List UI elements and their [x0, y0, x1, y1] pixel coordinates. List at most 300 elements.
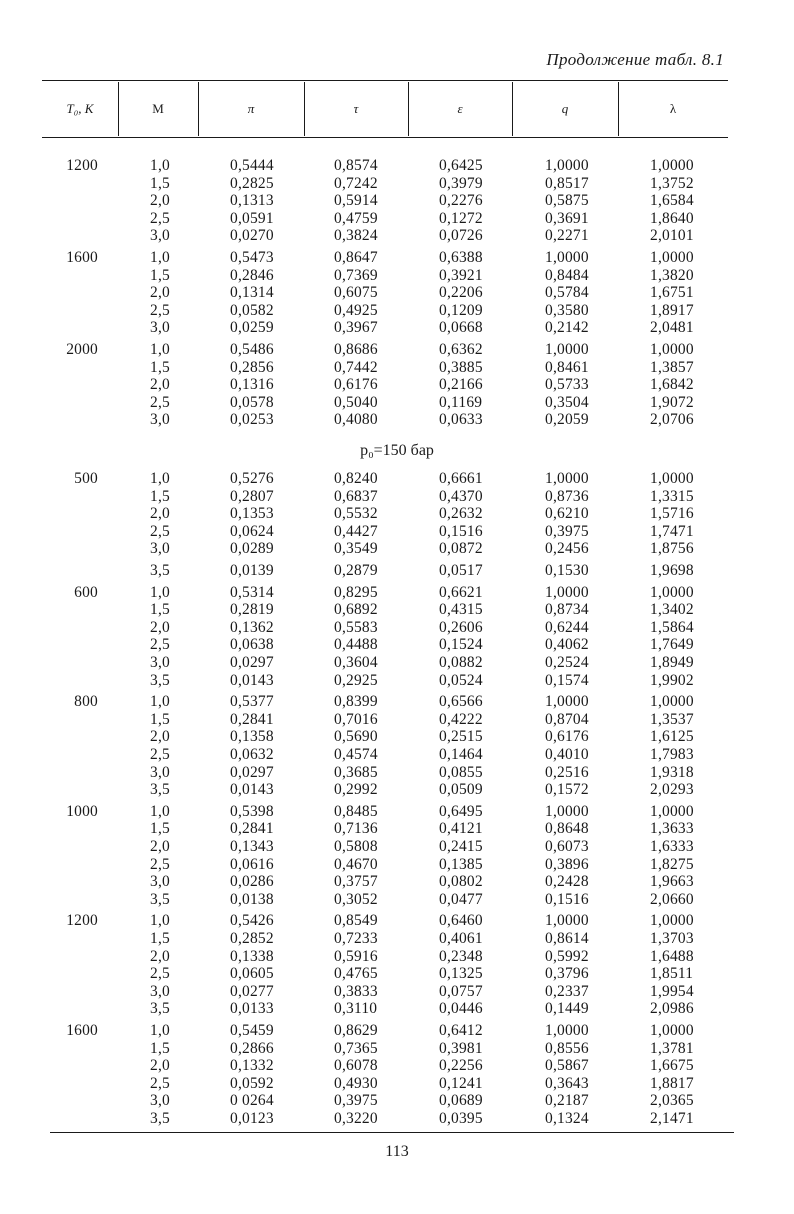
- column-header-m: M: [152, 101, 164, 116]
- cell-m: 2,0: [150, 505, 170, 523]
- cell-q: 0,6073: [545, 838, 589, 855]
- cell-lambda: 1,9663: [650, 873, 694, 891]
- cell-lambda: 1,8275: [650, 855, 694, 873]
- cell-tau: 0,6892: [334, 601, 378, 619]
- cell-lambda: 1,6125: [650, 728, 694, 746]
- cell-tau: 0,2992: [334, 781, 378, 799]
- cell-pi: 0,0578: [230, 393, 274, 411]
- cell-lambda: 2,0481: [650, 319, 694, 337]
- cell-tau: 0,4930: [334, 1074, 378, 1092]
- cell-pi: 0,0123: [230, 1110, 274, 1127]
- cell-lambda: 1,0000: [650, 1022, 694, 1039]
- column-header-q: q: [561, 101, 569, 116]
- cell-lambda: 1,3703: [650, 930, 694, 947]
- cell-m: 3,5: [150, 562, 170, 579]
- cell-q: 0,3580: [545, 301, 589, 319]
- cell-lambda: 1,3633: [650, 820, 694, 838]
- cell-eps: 0,2166: [439, 376, 483, 394]
- cell-q: 0,8736: [545, 487, 589, 505]
- cell-lambda: 2,0706: [650, 411, 694, 429]
- cell-m: 3,0: [150, 540, 170, 558]
- page-number: 113: [385, 1143, 409, 1160]
- cell-tau: 0,7242: [334, 174, 378, 192]
- cell-tau: 0,6075: [334, 284, 378, 302]
- cell-t0: 1600: [66, 1022, 98, 1039]
- cell-m: 2,5: [150, 965, 170, 983]
- cell-lambda: 1,7649: [650, 636, 694, 654]
- cell-m: 1,5: [150, 820, 170, 838]
- cell-pi: 0,2825: [230, 174, 274, 192]
- cell-lambda: 1,9318: [650, 763, 694, 781]
- cell-m: 3,0: [150, 763, 170, 781]
- cell-m: 2,0: [150, 284, 170, 302]
- cell-m: 1,0: [150, 249, 170, 266]
- cell-m: 3,0: [150, 411, 170, 429]
- cell-lambda: 1,0000: [650, 157, 694, 174]
- cell-m: 1,0: [150, 912, 170, 930]
- cell-lambda: 1,6333: [650, 838, 694, 855]
- cell-eps: 0,6566: [439, 693, 483, 711]
- cell-lambda: 1,6751: [650, 284, 694, 302]
- header-divider: [118, 82, 119, 136]
- cell-tau: 0,6078: [334, 1057, 378, 1075]
- cell-m: 1,5: [150, 1039, 170, 1057]
- cell-m: 3,0: [150, 982, 170, 1000]
- cell-tau: 0,4925: [334, 301, 378, 319]
- cell-pi: 0,0133: [230, 1000, 274, 1018]
- cell-pi: 0,5459: [230, 1022, 274, 1039]
- cell-pi: 0,2856: [230, 358, 274, 376]
- cell-tau: 0,5808: [334, 838, 378, 855]
- cell-lambda: 1,0000: [650, 802, 694, 820]
- cell-eps: 0,6460: [439, 912, 483, 930]
- cell-q: 0,4062: [545, 636, 589, 654]
- header-divider: [304, 82, 305, 136]
- cell-eps: 0,1241: [439, 1074, 483, 1092]
- cell-lambda: 1,0000: [650, 249, 694, 266]
- cell-pi: 0,2846: [230, 266, 274, 284]
- cell-pi: 0,1332: [230, 1057, 274, 1075]
- cell-tau: 0,7369: [334, 266, 378, 284]
- cell-q: 0,8734: [545, 601, 589, 619]
- cell-pi: 0,0289: [230, 540, 274, 558]
- cell-t0: 1600: [66, 249, 98, 266]
- cell-m: 1,5: [150, 358, 170, 376]
- cell-eps: 0,3981: [439, 1039, 483, 1057]
- cell-lambda: 1,8640: [650, 209, 694, 227]
- cell-q: 1,0000: [545, 470, 589, 487]
- cell-q: 0,5784: [545, 284, 589, 302]
- cell-m: 2,0: [150, 1057, 170, 1075]
- cell-pi: 0,0624: [230, 522, 274, 540]
- cell-q: 0,8517: [545, 174, 589, 192]
- cell-m: 1,0: [150, 157, 170, 174]
- cell-eps: 0,2276: [439, 192, 483, 210]
- cell-tau: 0,7136: [334, 820, 378, 838]
- cell-eps: 0,0509: [439, 781, 483, 799]
- cell-m: 3,5: [150, 671, 170, 689]
- cell-eps: 0,1325: [439, 965, 483, 983]
- cell-lambda: 1,6675: [650, 1057, 694, 1075]
- cell-q: 0,2142: [545, 319, 589, 337]
- cell-tau: 0,3549: [334, 540, 378, 558]
- cell-q: 0,3643: [545, 1074, 589, 1092]
- cell-eps: 0,0524: [439, 671, 483, 689]
- cell-lambda: 2,0293: [650, 781, 694, 799]
- cell-tau: 0,3757: [334, 873, 378, 891]
- cell-lambda: 1,3402: [650, 601, 694, 619]
- cell-lambda: 2,0986: [650, 1000, 694, 1018]
- cell-lambda: 2,0660: [650, 890, 694, 908]
- cell-lambda: 1,6584: [650, 192, 694, 210]
- cell-eps: 0,0726: [439, 227, 483, 245]
- cell-tau: 0,4765: [334, 965, 378, 983]
- column-header-t0: T₀, K: [66, 101, 94, 116]
- cell-tau: 0,8574: [334, 157, 378, 174]
- cell-eps: 0,2415: [439, 838, 483, 855]
- cell-eps: 0,0395: [439, 1110, 483, 1127]
- cell-q: 1,0000: [545, 1022, 589, 1039]
- cell-pi: 0,0277: [230, 982, 274, 1000]
- cell-pi: 0,1338: [230, 947, 274, 965]
- cell-lambda: 2,0365: [650, 1092, 694, 1110]
- cell-tau: 0,4759: [334, 209, 378, 227]
- header-divider: [198, 82, 199, 136]
- cell-eps: 0,6388: [439, 249, 483, 266]
- continuation-caption: Продолжение табл. 8.1: [546, 50, 724, 69]
- cell-eps: 0,6621: [439, 583, 483, 601]
- cell-eps: 0,4315: [439, 601, 483, 619]
- cell-eps: 0,1209: [439, 301, 483, 319]
- subheading-pressure: p₀=150 бар: [360, 442, 434, 459]
- cell-eps: 0,0855: [439, 763, 483, 781]
- cell-m: 1,5: [150, 601, 170, 619]
- cell-pi: 0,2807: [230, 487, 274, 505]
- column-header-eps: ε: [457, 101, 463, 116]
- cell-lambda: 2,0101: [650, 227, 694, 245]
- cell-eps: 0,2515: [439, 728, 483, 746]
- header-divider: [512, 82, 513, 136]
- cell-pi: 0,1353: [230, 505, 274, 523]
- cell-q: 0,2059: [545, 411, 589, 429]
- cell-m: 1,0: [150, 693, 170, 711]
- cell-tau: 0,7016: [334, 710, 378, 728]
- cell-tau: 0,3685: [334, 763, 378, 781]
- cell-eps: 0,2256: [439, 1057, 483, 1075]
- cell-q: 0,5733: [545, 376, 589, 394]
- cell-q: 0,4010: [545, 746, 589, 763]
- cell-tau: 0,3975: [334, 1092, 378, 1110]
- cell-q: 0,2271: [545, 227, 589, 245]
- cell-tau: 0,4427: [334, 522, 378, 540]
- cell-tau: 0,8549: [334, 912, 378, 930]
- cell-lambda: 1,3857: [650, 358, 694, 376]
- cell-m: 2,5: [150, 522, 170, 540]
- cell-pi: 0,0297: [230, 763, 274, 781]
- cell-m: 1,5: [150, 710, 170, 728]
- cell-lambda: 1,3315: [650, 487, 694, 505]
- cell-q: 0,8704: [545, 710, 589, 728]
- cell-pi: 0,1314: [230, 284, 274, 302]
- cell-eps: 0,4370: [439, 487, 483, 505]
- cell-m: 1,0: [150, 583, 170, 601]
- cell-lambda: 1,0000: [650, 583, 694, 601]
- cell-pi: 0,1358: [230, 728, 274, 746]
- cell-pi: 0,5377: [230, 693, 274, 711]
- cell-q: 1,0000: [545, 341, 589, 358]
- cell-q: 1,0000: [545, 583, 589, 601]
- cell-tau: 0,3110: [334, 1000, 378, 1018]
- cell-eps: 0,2632: [439, 505, 483, 523]
- cell-m: 1,5: [150, 930, 170, 947]
- cell-eps: 0,1516: [439, 522, 483, 540]
- cell-q: 0,2524: [545, 654, 589, 671]
- cell-eps: 0,0446: [439, 1000, 483, 1018]
- cell-lambda: 1,9698: [650, 562, 694, 579]
- cell-pi: 0,1362: [230, 618, 274, 636]
- cell-tau: 0,8485: [334, 802, 378, 820]
- cell-q: 0,1574: [545, 671, 589, 689]
- cell-lambda: 1,5864: [650, 618, 694, 636]
- cell-q: 0,8484: [545, 266, 589, 284]
- cell-tau: 0,4670: [334, 855, 378, 873]
- cell-q: 0,8461: [545, 358, 589, 376]
- cell-q: 0,6210: [545, 505, 589, 523]
- cell-tau: 0,6837: [334, 487, 378, 505]
- cell-tau: 0,8295: [334, 583, 378, 601]
- cell-pi: 0,0139: [230, 562, 274, 579]
- cell-tau: 0,4080: [334, 411, 378, 429]
- cell-pi: 0,0591: [230, 209, 274, 227]
- cell-t0: 1200: [66, 157, 98, 174]
- cell-q: 0,3504: [545, 393, 589, 411]
- cell-m: 3,5: [150, 890, 170, 908]
- cell-m: 3,0: [150, 227, 170, 245]
- cell-pi: 0,0259: [230, 319, 274, 337]
- cell-lambda: 1,6488: [650, 947, 694, 965]
- cell-eps: 0,2206: [439, 284, 483, 302]
- cell-eps: 0,3979: [439, 174, 483, 192]
- column-header-lambda: λ: [669, 101, 677, 116]
- cell-pi: 0,5444: [230, 157, 274, 174]
- cell-t0: 2000: [66, 341, 98, 358]
- cell-tau: 0,5914: [334, 192, 378, 210]
- cell-tau: 0,8647: [334, 249, 378, 266]
- cell-pi: 0,0253: [230, 411, 274, 429]
- cell-tau: 0,8686: [334, 341, 378, 358]
- cell-lambda: 1,8917: [650, 301, 694, 319]
- cell-eps: 0,0668: [439, 319, 483, 337]
- cell-lambda: 1,8817: [650, 1074, 694, 1092]
- cell-m: 3,0: [150, 1092, 170, 1110]
- cell-eps: 0,1524: [439, 636, 483, 654]
- cell-pi: 0,0582: [230, 301, 274, 319]
- cell-pi: 0,0638: [230, 636, 274, 654]
- cell-lambda: 1,9072: [650, 393, 694, 411]
- cell-m: 1,0: [150, 470, 170, 487]
- cell-eps: 0,0517: [439, 562, 483, 579]
- cell-eps: 0,1272: [439, 209, 483, 227]
- cell-m: 3,0: [150, 654, 170, 671]
- cell-pi: 0,5473: [230, 249, 274, 266]
- cell-q: 0,2428: [545, 873, 589, 891]
- cell-tau: 0,3833: [334, 982, 378, 1000]
- cell-lambda: 1,8511: [650, 965, 694, 983]
- cell-lambda: 1,3820: [650, 266, 694, 284]
- cell-pi: 0,0592: [230, 1074, 274, 1092]
- cell-q: 0,2187: [545, 1092, 589, 1110]
- cell-m: 2,0: [150, 192, 170, 210]
- cell-pi: 0,0632: [230, 746, 274, 763]
- cell-eps: 0,0633: [439, 411, 483, 429]
- cell-q: 0,1449: [545, 1000, 589, 1018]
- cell-pi: 0,0143: [230, 781, 274, 799]
- cell-lambda: 1,3781: [650, 1039, 694, 1057]
- cell-tau: 0,3824: [334, 227, 378, 245]
- cell-tau: 0,5583: [334, 618, 378, 636]
- cell-eps: 0,6495: [439, 802, 483, 820]
- cell-eps: 0,0882: [439, 654, 483, 671]
- cell-lambda: 1,3752: [650, 174, 694, 192]
- cell-tau: 0,5040: [334, 393, 378, 411]
- cell-q: 0,2337: [545, 982, 589, 1000]
- cell-lambda: 1,0000: [650, 341, 694, 358]
- table-head-rule: [42, 137, 728, 138]
- cell-pi: 0,5398: [230, 802, 274, 820]
- header-divider: [408, 82, 409, 136]
- cell-pi: 0,2852: [230, 930, 274, 947]
- cell-pi: 0,1313: [230, 192, 274, 210]
- cell-eps: 0,6412: [439, 1022, 483, 1039]
- cell-tau: 0,3604: [334, 654, 378, 671]
- cell-eps: 0,4061: [439, 930, 483, 947]
- cell-m: 2,5: [150, 1074, 170, 1092]
- cell-m: 2,0: [150, 838, 170, 855]
- cell-tau: 0,8629: [334, 1022, 378, 1039]
- cell-lambda: 1,0000: [650, 912, 694, 930]
- cell-tau: 0,2879: [334, 562, 378, 579]
- cell-pi: 0,5426: [230, 912, 274, 930]
- cell-q: 1,0000: [545, 157, 589, 174]
- column-header-pi: π: [247, 101, 255, 116]
- cell-q: 0,3691: [545, 209, 589, 227]
- cell-m: 1,0: [150, 341, 170, 358]
- cell-m: 2,5: [150, 636, 170, 654]
- cell-m: 3,5: [150, 1110, 170, 1127]
- cell-lambda: 1,8949: [650, 654, 694, 671]
- header-divider: [618, 82, 619, 136]
- cell-tau: 0,3967: [334, 319, 378, 337]
- cell-eps: 0,6661: [439, 470, 483, 487]
- cell-tau: 0,4488: [334, 636, 378, 654]
- cell-m: 2,0: [150, 947, 170, 965]
- cell-m: 2,5: [150, 746, 170, 763]
- cell-tau: 0,4574: [334, 746, 378, 763]
- cell-q: 0,5867: [545, 1057, 589, 1075]
- cell-q: 1,0000: [545, 249, 589, 266]
- cell-pi: 0,5486: [230, 341, 274, 358]
- cell-q: 0,1572: [545, 781, 589, 799]
- cell-q: 0,3796: [545, 965, 589, 983]
- cell-eps: 0,2606: [439, 618, 483, 636]
- cell-lambda: 1,9902: [650, 671, 694, 689]
- cell-m: 2,5: [150, 301, 170, 319]
- cell-q: 0,5875: [545, 192, 589, 210]
- cell-m: 2,5: [150, 855, 170, 873]
- cell-q: 0,8556: [545, 1039, 589, 1057]
- cell-tau: 0,3052: [334, 890, 378, 908]
- cell-tau: 0,7442: [334, 358, 378, 376]
- cell-m: 3,0: [150, 319, 170, 337]
- cell-q: 0,3975: [545, 522, 589, 540]
- cell-lambda: 1,7471: [650, 522, 694, 540]
- cell-eps: 0,6362: [439, 341, 483, 358]
- cell-pi: 0,2841: [230, 710, 274, 728]
- cell-q: 0,1516: [545, 890, 589, 908]
- table-top-rule: [42, 80, 728, 81]
- cell-pi: 0,2866: [230, 1039, 274, 1057]
- cell-m: 2,0: [150, 728, 170, 746]
- cell-q: 1,0000: [545, 693, 589, 711]
- table-bottom-rule: [50, 1132, 734, 1133]
- cell-m: 2,5: [150, 209, 170, 227]
- cell-t0: 1000: [66, 802, 98, 820]
- cell-pi: 0,0143: [230, 671, 274, 689]
- cell-tau: 0,6176: [334, 376, 378, 394]
- cell-pi: 0,2819: [230, 601, 274, 619]
- cell-pi: 0,0138: [230, 890, 274, 908]
- cell-pi: 0,0270: [230, 227, 274, 245]
- cell-q: 0,8648: [545, 820, 589, 838]
- cell-m: 1,5: [150, 174, 170, 192]
- cell-tau: 0,5532: [334, 505, 378, 523]
- cell-m: 1,5: [150, 266, 170, 284]
- cell-pi: 0,5314: [230, 583, 274, 601]
- cell-m: 3,5: [150, 1000, 170, 1018]
- cell-q: 0,5992: [545, 947, 589, 965]
- cell-m: 2,0: [150, 376, 170, 394]
- cell-m: 1,0: [150, 1022, 170, 1039]
- cell-eps: 0,1464: [439, 746, 483, 763]
- cell-tau: 0,8240: [334, 470, 378, 487]
- cell-q: 0,1530: [545, 562, 589, 579]
- cell-q: 0,8614: [545, 930, 589, 947]
- cell-lambda: 1,0000: [650, 693, 694, 711]
- cell-lambda: 1,9954: [650, 982, 694, 1000]
- cell-eps: 0,1385: [439, 855, 483, 873]
- cell-m: 1,5: [150, 487, 170, 505]
- cell-t0: 500: [74, 470, 98, 487]
- cell-lambda: 2,1471: [650, 1110, 694, 1127]
- cell-eps: 0,4121: [439, 820, 483, 838]
- cell-pi: 0,1343: [230, 838, 274, 855]
- cell-lambda: 1,3537: [650, 710, 694, 728]
- cell-q: 0,3896: [545, 855, 589, 873]
- cell-eps: 0,0757: [439, 982, 483, 1000]
- cell-m: 1,0: [150, 802, 170, 820]
- cell-tau: 0,5690: [334, 728, 378, 746]
- cell-m: 3,0: [150, 873, 170, 891]
- cell-eps: 0,0689: [439, 1092, 483, 1110]
- cell-lambda: 1,0000: [650, 470, 694, 487]
- cell-pi: 0,5276: [230, 470, 274, 487]
- cell-tau: 0,2925: [334, 671, 378, 689]
- cell-t0: 800: [74, 693, 98, 711]
- cell-eps: 0,2348: [439, 947, 483, 965]
- cell-pi: 0,0286: [230, 873, 274, 891]
- cell-tau: 0,7233: [334, 930, 378, 947]
- cell-q: 0,6244: [545, 618, 589, 636]
